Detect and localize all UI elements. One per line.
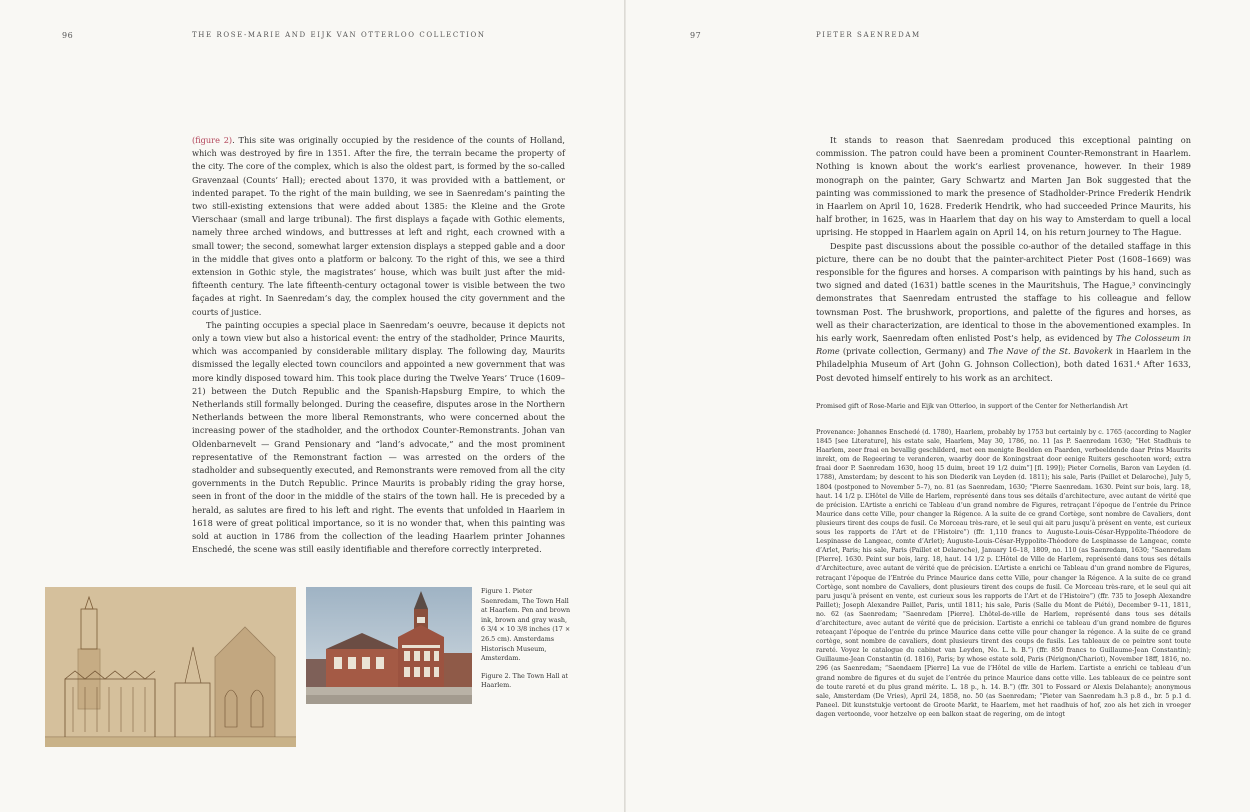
left-folio: 96 — [62, 31, 74, 40]
right-folio: 97 — [690, 31, 702, 40]
left-page — [0, 0, 624, 812]
left-body-text — [192, 134, 565, 557]
provenance-text: Provenance: Johannes Enschedé (d. 1780), Haarlem, probably by 1753 but certainly by c. 1765 (according to Nagler 1845 [see Literature], his estate sale, Haarlem, May 30, 1786, no. 11 [as P. Saenredam 1630; “Het Stadhuis te Haarlem, zeer fraai en bevallig geschilderd, met een menigte Beelden en Paarden, verbeeldende daar Prins Maurits inrekt, om de Regeering te veranderen, waarby door de Koningstraat door eenige Ruiters geschooten word; extra fraai door P. Saenredam 1630, hoog 15 duim, breet 19 1/2 duim”] [fl. 199]); Pieter Cornelis, Baron van Leyden (d. 1788), Amsterdam; by descent to his son Diederik van Leyden (d. 1811); his sale, Paris (Paillet et Delaroche), July 5, 1804 (postponed to November 5–7), no. 81 (as Saenredam, 1630; “Pierre Saenredam. 1630. Peint sur bois, larg. 18, haut. 14 1/2 p. L’Hôtel de Ville de Harlem, représenté dans tous ses détails d’architecture, avec autant de vérité que de précision. L’Artiste a enrichi ce Tableau d’un grand nombre de Figures, retraçant l’époque de l’entrée du Prince Maurice dans cette Ville, pour changer la Régence. A la suite de ce grand Cortège, sont nombre de Cavaliers, dont plusieurs tirent des coups de fusil. Ce Morceau très-rare, et le seul qui ait paru jusqu’à présent en vente, est curieux sous les rapports de l’Art et de l’Histoire”) (ffr. 1,110 francs to Auguste-Louis-César-Hyppolite-Théodore de Lespinasse de Langeac, comte d’Arlet); Auguste-Louis-César-Hyppolite-Théodore de Lespinasse de Langeac, comte d’Arlet, Paris; his sale, Paris (Paillet et Delaroche), January 16–18, 1809, no. 110 (as Saenredam, 1630; “Saenredam [Pierre]. 1630. Peint sur bois, larg. 18, haut. 14 1/2 p. L’Hôtel de Ville de Harlem, représenté dans tous ses détails d’Architecture, avec autant de vérité que de précision. L’Artiste a enrichi ce Tableau d’un grand nombre de Figures, retraçant l’époque de l’Entrée du Prince Maurice dans cette Ville, pour changer la Régence. A la suite de ce grand Cortège, sont nombre de Cavaliers, dont plusieurs tirent des coups de fusil. Ce Morceau très-rare, et le seul qui ait paru jusqu’à présent en vente, est curieux sous les rapports de l’Art et de l’Histoire”) (ffr. 735 to Joseph Alexandre Paillet); Joseph Alexandre Paillet, Paris, until 1811; his sale, Paris (Salle du Mont de Piété), December 9–11, 1811, no. 62 (as Saenredam; “Saenredam [Pierre]. L’hôtel-de-ville de Harlem, représenté dans tous ses détails d’architecture, avec autant de vérité que de précision. L’artiste a enrichi ce tableau d’un grand nombre de figures reteaçant l’époque de l’entrée du prince Maurice dans cette ville pour changer la régence. A la suite de ce grand cortège, sont nombre de cavaliers, dont plusieurs tirent des coups de fusils. Les tableaux de ce peintre sont toute rareté. Voyez le catalogue du cabinet van Leyden, No. L. h. B.”) (ffr. 850 francs to Guillaume-Jean Constantin); Guillaume-Jean Constantin (d. 1816), Paris; by whose estate sold, Paris (Pérignon/Chariot), November 18ff, 1816, no. 296 (as Saenredam; “Saendaem [Pierre] La vue de l’Hôtel de ville de Harlem. L’artiste a enrichi ce tableau d’un grand nombre de figures et du sujet de l’entrée du prince Maurice dans cette ville. Les tableaux de ce peintre sont de toute rareté et du plus grand mérite. L. 18 p., h. 14. B.”) (ffr. 301 to Fossard or Alexis Delahante); anonymous sale, Amsterdam (De Vries), April 24, 1858, no. 50 (as Saenredam; “Pieter van Saenredam h.3 p.8 d., br. 5 p.1 d. Paneel. Dit kunststukje vertoont de Groote Markt, te Haarlem, met het raadhuis of hof, zoo als het zich in vroeger dagen vertoonde, voor hetzelve op een balkon staat de regering, om de intogt — [816, 429, 1191, 718]
right-paragraph-2: Despite past discussions about the possible co-author of the detailed staffage in this picture, there can be no doubt that the painter-architect Pieter Post (1608–1669) was responsible for the figures and horses. A comparison with paintings by his hand, such as two signed and dated (1631) battle scenes in the Mauritshuis, The Hague,³ convincingly demonstrates that Saenredam entrusted the staffage to his colleague and fellow townsman Post. The brushwork, proportions, and palette of the figures and horses, as well as their characterization, are identical to those in the abovementioned examples. In his early work, Saenredam often enlisted Post’s help, as evidenced by The Colosseum in Rome (private collection, Germany) and The Nave of the St. Bavokerk in Haarlem in the Philadelphia Museum of Art (John G. Johnson Collection), both dated 1631.⁴ After 1633, Post devoted himself entirely to his work as an architect. — [816, 240, 1191, 383]
left-paragraph-1: (figure 2). This site was originally occupied by the residence of the counts of Holland, which was destroyed by fire in 1351. After the fire, the terrain became the property of the city. The core of the complex, which is also the oldest part, is formed by the so-called Gravenzaal (Counts’ Hall); erected about 1370, it was provided with a battlement, or indented parapet. To the right of the main building, we see in Saenredam’s painting the two still-existing extensions that were added about 1385: the Kleine and the Grote Vierschaar (small and large tribunal). The first displays a façade with Gothic elements, namely three arched windows, and buttresses at left and right, each crowned with a small tower; the second, somewhat larger extension displays a stepped gable and a door in the middle that gives onto a platform or balcony. To the right of this, we see a third extension in Gothic style, the magistrates’ house, which was built just after the mid-fifteenth century. The late fifteenth-century octagonal tower is visible between the two façades at right. In Saenredam’s day, the complex housed the city government and the courts of justice. — [192, 135, 566, 317]
figure-2-caption: Figure 2. The Town Hall at Haarlem. — [481, 671, 568, 690]
left-paragraph-2: The painting occupies a special place in Saenredam’s oeuvre, because it depicts not only a town view but also a historical event: the entry of the stadholder, Prince Maurits, which was accompanied by considerable military display. The following day, Maurits dismissed the legally elected town councilors and appointed a new government that was more kindly disposed toward him. This took place during the Twelve Years’ Truce (1609–21) between the Dutch Republic and the Spanish-Hapsburg Empire, to which the Netherlands still formally belonged. During the ceasefire, disputes arose in the Northern Netherlands between the more liberal Remonstrants, who were concerned about the increasing power of the stadholder, and the orthodox Counter-Remonstrants. Johan van Oldenbarnevelt — Grand Pensionary and “land’s advocate,” and the most prominent representative of the Remonstrant faction — was arrested on the orders of the stadholder and subsequently executed, and Remonstrants were removed from all the city governments in the Dutch Republic. Prince Maurits is probably riding the gray horse, seen in front of the door in the middle of the stairs of the town hall. He is preceded by a herald, as salutes are fired to his left and right. The events that unfolded in Haarlem in 1618 were of great political importance, so it is no wonder that, when this painting was sold at auction in 1786 from the collection of the leading Haarlem printer Johannes Enschedé, the scene was still easily identifiable and therefore correctly interpreted. — [192, 319, 565, 555]
right-body-text — [816, 134, 1191, 385]
figure-2-photo — [306, 587, 472, 704]
right-paragraph-1: It stands to reason that Saenredam produced this exceptional painting on commission. The patron could have been a prominent Counter-Remonstrant in Haarlem. Nothing is known about the work’s earliest provenance, however. In their 1989 monograph on the painter, Gary Schwartz and Marten Jan Bok suggested that the painting was commissioned to mark the presence of Stadholder-Prince Frederik Hendrik in Haarlem on April 10, 1628. Frederik Hendrik, who had succeeded Prince Maurits, his half brother, in 1625, was in Haarlem that day on his way to Amsterdam to quell a local uprising. He stopped in Haarlem again on April 14, on his return journey to The Hague. — [816, 135, 1191, 238]
figure-1-caption: Figure 1. Pieter Saenredam, The Town Hall at Haarlem. Pen and brown ink, brown and gray wash, 6 3/4 × 10 3/8 inches (17 × 26.5 cm). Amsterdams Historisch Museum, Amsterdam. — [481, 587, 571, 663]
right-page — [626, 0, 1250, 812]
left-running-head: THE ROSE-MARIE AND EIJK VAN OTTERLOO COLLECTION — [192, 31, 486, 39]
credit-line: Promised gift of Rose-Marie and Eijk van Otterloo, in support of the Center for Netherlandish Art — [816, 403, 1128, 410]
figure-captions — [481, 587, 573, 699]
figure-1-drawing — [45, 587, 296, 747]
figure-2-link[interactable]: (figure 2) — [192, 135, 233, 145]
right-running-head: PIETER SAENREDAM — [816, 31, 921, 39]
